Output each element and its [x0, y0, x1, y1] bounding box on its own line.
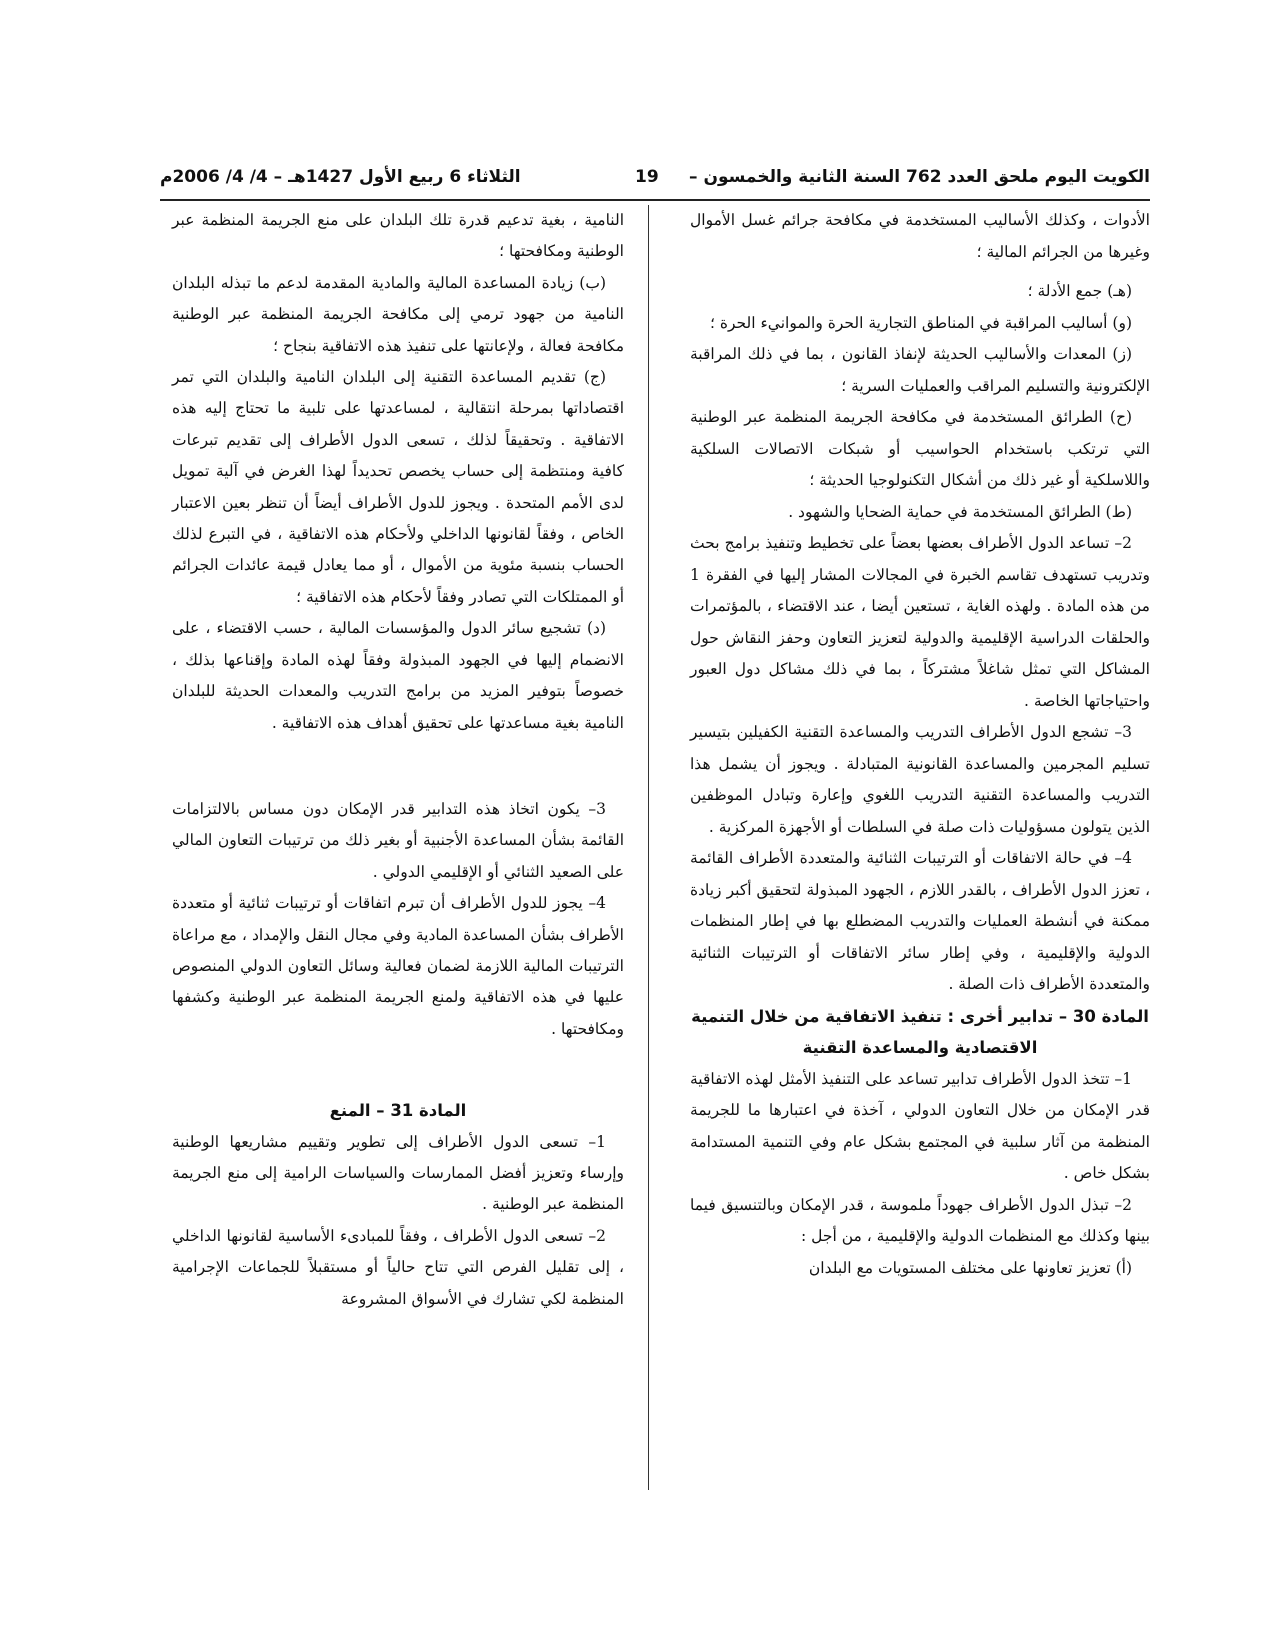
header-publication-info: الكويت اليوم ملحق العدد 762 السنة الثانية والخمسون – [689, 167, 1150, 187]
column-divider [648, 205, 649, 1490]
paragraph: (ح) الطرائق المستخدمة في مكافحة الجريمة المنظمة عبر الوطنية التي ترتكب باستخدام الحواسيب أو شبكات الاتصالات السلكية واللاسلكية أو غير ذلك من أشكال التكنولوجيا الحديثة ؛ [690, 408, 1150, 489]
page-header [160, 163, 1150, 201]
paragraph: (ز) المعدات والأساليب الحديثة لإنفاذ القانون ، بما في ذلك المراقبة الإلكترونية والتسليم المراقب والعمليات السرية ؛ [690, 345, 1150, 395]
paragraph: 3– يكون اتخاذ هذه التدابير قدر الإمكان دون مساس بالالتزامات القائمة بشأن المساعدة الأجنبية أو بغير ذلك من ترتيبات التعاون المالي على الصعيد الثنائي أو الإقليمي الدولي . [172, 799, 624, 881]
left-column [172, 205, 624, 1315]
paragraph: (د) تشجيع سائر الدول والمؤسسات المالية ، حسب الاقتضاء ، على الانضمام إليها في الجهود المبذولة وفقاً لهذه المادة وإقناعها بذلك ، خصوصاً بتوفير المزيد من برامج التدريب والمعدات الحديثة للبلدان النامية بغية مساعدتها على تحقيق أهداف هذه الاتفاقية . [172, 619, 624, 732]
paragraph: (أ) تعزيز تعاونها على مختلف المستويات مع البلدان [808, 1258, 1132, 1277]
paragraph: 4– في حالة الاتفاقات أو الترتيبات الثنائية والمتعددة الأطراف القائمة ، تعزز الدول الأطراف ، بالقدر اللازم ، الجهود المبذولة لتحقيق أكبر زيادة ممكنة في أنشطة العمليات والتدريب المضطلع بها في إطار المنظمات الدولية والإقليمية ، وفي إطار سائر الاتفاقات أو الترتيبات الثنائية والمتعددة الأطراف ذات الصلة . [690, 849, 1150, 993]
paragraph: 2– تبذل الدول الأطراف جهوداً ملموسة ، قدر الإمكان وبالتنسيق فيما بينها وكذلك مع المنظمات الدولية والإقليمية ، من أجل : [690, 1195, 1150, 1245]
article-31-title: المادة 31 – المنع [329, 1101, 467, 1121]
paragraph: 4– يجوز للدول الأطراف أن تبرم اتفاقات أو ترتيبات ثنائية أو متعددة الأطراف بشأن المساعدة المادية وفي مجال النقل والإمداد ، مع مراعاة الترتيبات المالية اللازمة لضمان فعالية وسائل التعاون الدولي المنصوص عليها في هذه الاتفاقية ولمنع الجريمة المنظمة عبر الوطنية وكشفها ومكافحتها . [172, 894, 624, 1038]
paragraph: 1– تتخذ الدول الأطراف تدابير تساعد على التنفيذ الأمثل لهذه الاتفاقية قدر الإمكان من خلال التعاون الدولي ، آخذة في اعتبارها ما للجريمة المنظمة من آثار سلبية في المجتمع بشكل عام وفي التنمية المستدامة بشكل خاص . [690, 1069, 1150, 1182]
paragraph: (ط) الطرائق المستخدمة في حماية الضحايا والشهود . [788, 502, 1132, 521]
header-date: الثلاثاء 6 ربيع الأول 1427هـ – 4/ 4/ 2006م [160, 167, 521, 187]
paragraph: الأدوات ، وكذلك الأساليب المستخدمة في مكافحة جرائم غسل الأموال وغيرها من الجرائم المالية ؛ [690, 211, 1150, 261]
paragraph: (هـ) جمع الأدلة ؛ [1027, 282, 1132, 300]
paragraph: 1– تسعى الدول الأطراف إلى تطوير وتقييم مشاريعها الوطنية وإرساء وتعزيز أفضل الممارسات والسياسات الرامية إلى منع الجريمة المنظمة عبر الوطنية . [172, 1132, 624, 1214]
article-30-title: المادة 30 – تدابير أخرى : تنفيذ الاتفاقية من خلال التنمية الاقتصادية والمساعدة التقنية [691, 1006, 1149, 1057]
paragraph: (ب) زيادة المساعدة المالية والمادية المقدمة لدعم ما تبذله البلدان النامية من جهود ترمي إلى مكافحة الجريمة المنظمة عبر الوطنية مكافحة فعالة ، ولإعانتها على تنفيذ هذه الاتفاقية بنجاح ؛ [172, 273, 624, 355]
paragraph: 2– تسعى الدول الأطراف ، وفقاً للمبادىء الأساسية لقانونها الداخلي ، إلى تقليل الفرص التي تتاح حالياً أو مستقبلاً للجماعات الإجرامية المنظمة لكي تشارك في الأسواق المشروعة [172, 1226, 624, 1308]
right-column [690, 205, 1150, 1284]
paragraph: (و) أساليب المراقبة في المناطق التجارية الحرة والموانيء الحرة ؛ [710, 313, 1132, 332]
page-number: 19 [635, 167, 659, 187]
paragraph: النامية ، بغية تدعيم قدرة تلك البلدان على منع الجريمة المنظمة عبر الوطنية ومكافحتها ؛ [172, 211, 624, 261]
paragraph: 3– تشجع الدول الأطراف التدريب والمساعدة التقنية الكفيلين بتيسير تسليم المجرمين والمساعدة القانونية المتبادلة . ويجوز أن يشمل هذا التدريب والمساعدة التقنية التدريب اللغوي وإعارة وتبادل الموظفين الذين يتولون مسؤوليات ذات صلة في السلطات أو الأجهزة المركزية . [690, 723, 1150, 836]
paragraph: (ج) تقديم المساعدة التقنية إلى البلدان النامية والبلدان التي تمر اقتصاداتها بمرحلة انتقالية ، لمساعدتها على تلبية ما تحتاج إليه هذه الاتفاقية . وتحقيقاً لذلك ، تسعى الدول الأطراف إلى تقديم تبرعات كافية ومنتظمة إلى حساب يخصص تحديداً لهذا الغرض في آلية تمويل لدى الأمم المتحدة . ويجوز للدول الأطراف أيضاً أن تنظر بعين الاعتبار الخاص ، وفقاً لقانونها الداخلي ولأحكام هذه الاتفاقية ، في التبرع لذلك الحساب بنسبة مئوية من الأموال ، أو مما يعادل قيمة عائدات الجرائم أو الممتلكات التي تصادر وفقاً لأحكام هذه الاتفاقية ؛ [172, 368, 625, 606]
paragraph: 2– تساعد الدول الأطراف بعضها بعضاً على تخطيط وتنفيذ برامج بحث وتدريب تستهدف تقاسم الخبرة في المجالات المشار إليها في الفقرة 1 من هذه المادة . ولهذه الغاية ، تستعين أيضا ، عند الاقتضاء ، بالمؤتمرات والحلقات الدراسية الإقليمية والدولية لتعزيز التعاون وحفز النقاش حول المشاكل التي تمثل شاغلاً مشتركاً ، بما في ذلك مشاكل دول العبور واحتياجاتها الخاصة . [690, 534, 1150, 710]
